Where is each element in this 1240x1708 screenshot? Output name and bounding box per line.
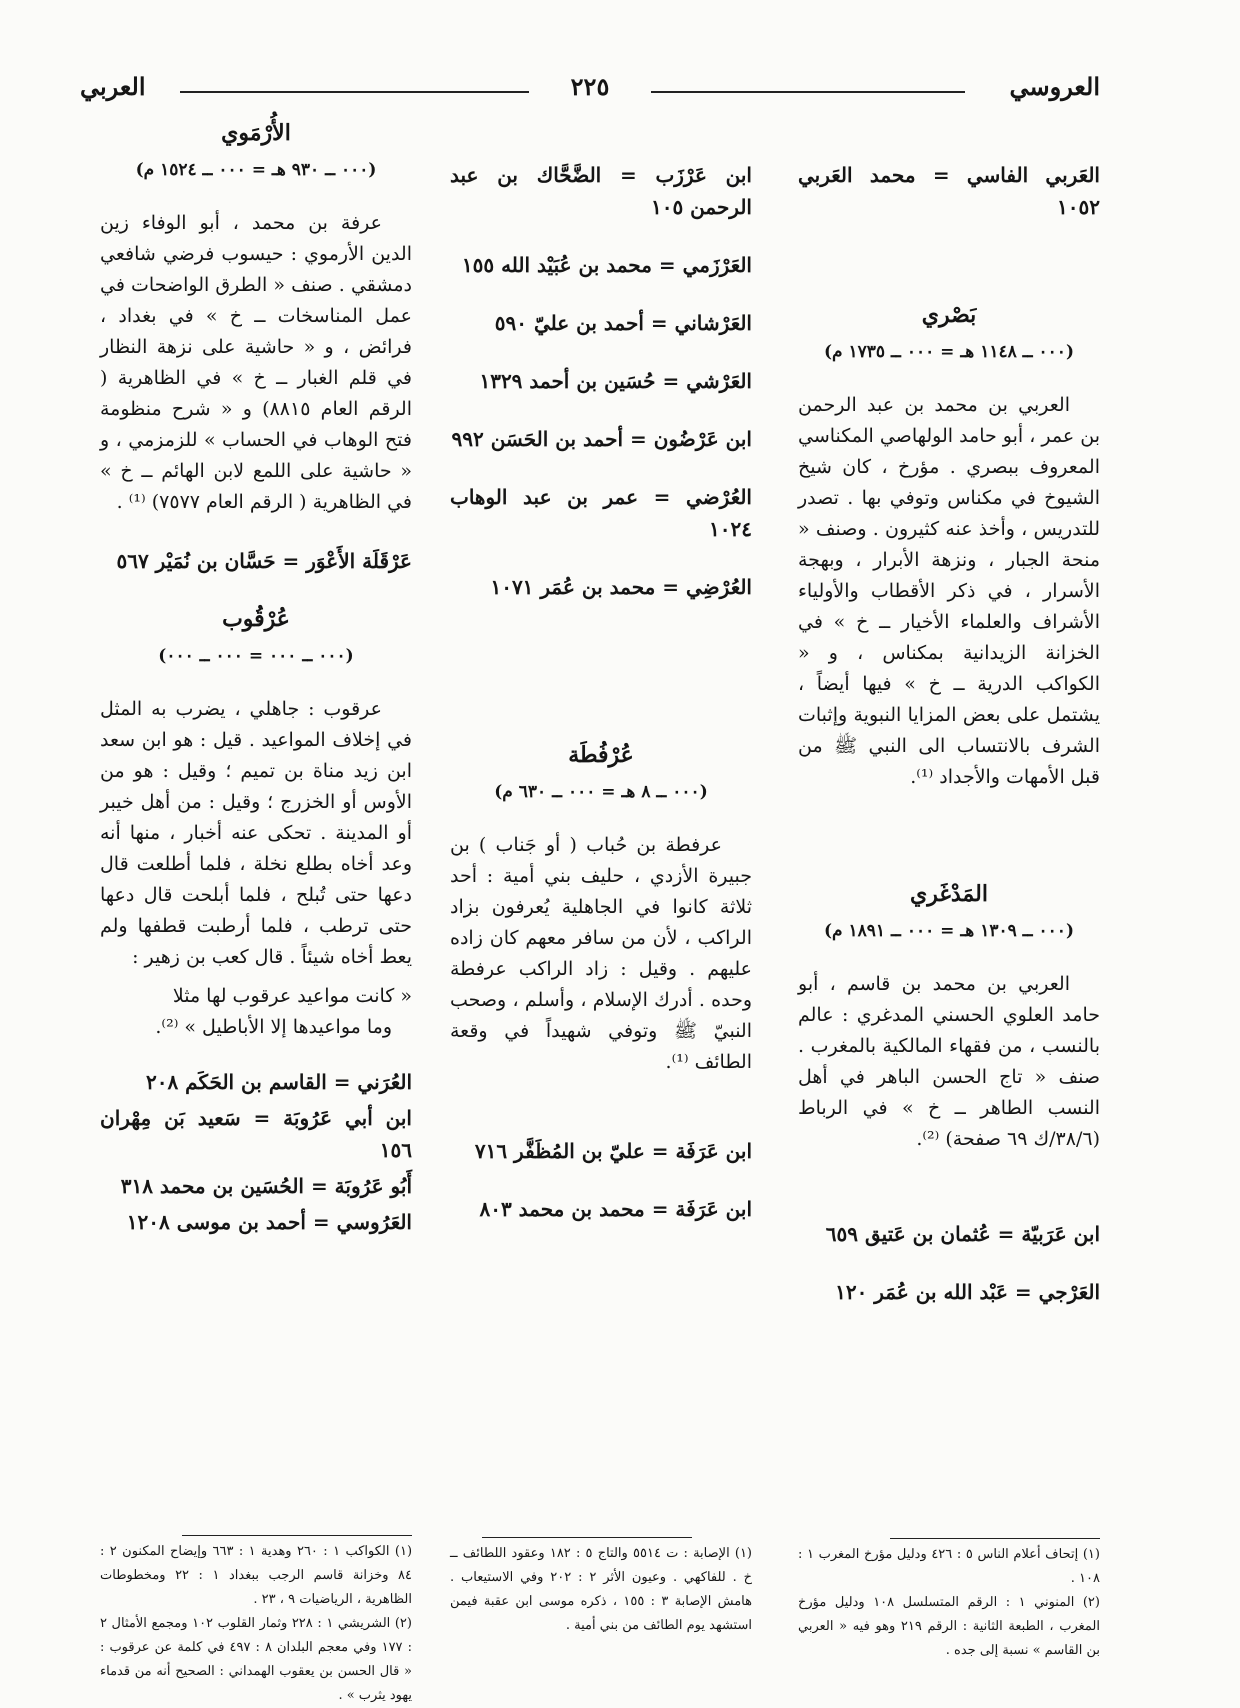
cross-reference: العُرْضي = عمر بن عبد الوهاب ١٠٢٤ [450, 485, 752, 541]
footnote: (٢) المنوني ١ : الرقم المتسلسل ١٠٨ ودليل مؤرخ المغرب ، الطبعة الثانية : الرقم ٢١٩ وهو فيه « العربي بن القاسم » نسبة إلى جده . [798, 1595, 1100, 1658]
header-rule-right [651, 91, 965, 93]
footnote: (١) إتحاف أعلام الناس ٥ : ٤٢٦ ودليل مؤرخ المغرب ١ : ١٠٨ . [798, 1547, 1100, 1586]
page-number: ٢٢٥ [563, 72, 618, 101]
cross-reference: العَرْشاني = أحمد بن عليّ ٥٩٠ [494, 311, 752, 335]
entry-body: عرقوب : جاهلي ، يضرب به المثل في إخلاف المواعيد . قيل : هو ابن سعد ابن زيد مناة بن تميم ؛ وقيل : هو من الأوس أو الخزرج ؛ وقيل : من أهل خيبر أو المدينة . تحكى عنه أخبار ، منها أنه وعد أخاه بطلع نخلة ، فلما أطلعت قال دعها حتى تُبلح ، فلما أبلحت قال دعها حتى ترطب ، فلما أرطبت قطفها ولم يعط أخاه شيئاً . قال كعب بن زهير : [100, 698, 412, 968]
cross-reference: أَبُو عَرُوبَة = الحُسَين بن محمد ٣١٨ [120, 1174, 412, 1198]
entry-title: عُرْقُوب [222, 606, 290, 632]
footnote: (١) الإصابة : ت ٥٥١٤ والتاج ٥ : ١٨٢ وعقود اللطائف ــ خ . للفاكهي . وعيون الأثر ٢ : ٢٠٢ وفي الاستيعاب . هامش الإصابة ٣ : ١٥٥ ، ذكره موسى ابن عقبة فيمن استشهد يوم الطائف من بني أمية . [450, 1546, 752, 1633]
entry-title: المَدْغَري [910, 881, 988, 907]
footnote: (١) الكواكب ١ : ٢٦٠ وهدية ١ : ٦٦٣ وإيضاح المكنون ٢ : ٨٤ وخزانة قاسم الرجب ببغداد ١ : ٢٢ ومخطوطات الظاهرية ، الرياضيات ٩ ، ٢٣ . [100, 1544, 413, 1607]
entry-dates: (٠٠٠ ــ ٩٣٠ هـ = ٠٠٠ ــ ١٥٢٤ م) [135, 160, 377, 180]
footnote: (٢) الشريشي ١ : ٢٢٨ وثمار القلوب ١٠٢ ومجمع الأمثال ٢ : ١٧٧ وفي معجم البلدان ٨ : ٤٩٧ في كلمة عن عرقوب : « قال الحسن بن يعقوب الهمداني : الصحيح أنه من قدماء يهود يثرب » . [100, 1616, 412, 1703]
cross-reference: عَرْقَلَة الأَعْوَر = حَسَّان بن نُمَيْر ٥٦٧ [116, 549, 412, 573]
entry-dates: (٠٠٠ ــ ١١٤٨ هـ = ٠٠٠ ــ ١٧٣٥ م) [824, 342, 1074, 362]
poem-verse: « كانت مواعيد عرقوب لها مثلا وما مواعيدها إلا الأباطيل » ⁽²⁾. [155, 985, 412, 1038]
header-right-word: العربي [80, 72, 146, 101]
cross-reference: العَرْجي = عَبْد الله بن عُمَر ١٢٠ [835, 1280, 1100, 1304]
cross-reference: العَرُوسي = أحمد بن موسى ١٢٠٨ [126, 1210, 412, 1234]
cross-reference: العُرَني = القاسم بن الحَكَم ٢٠٨ [145, 1070, 412, 1094]
entry-title: عُرْفُطَة [568, 742, 634, 768]
footnote-rule [182, 1535, 412, 1536]
column-left [100, 118, 412, 1243]
entry-body: العربي بن محمد بن عبد الرحمن بن عمر ، أبو حامد الولهاصي المكناسي المعروف ببصري . مؤرخ ، كان شيخ الشيوخ في مكناس وتوفي بها . تصدر للتدريس ، وأخذ عنه كثيرون . وصنف « منحة الجبار ، ونزهة الأبرار ، وبهجة الأسرار ، في ذكر الأقطاب والأولياء الأشراف والعلماء الأخيار ــ خ » في الخزانة الزيدانية بمكناس ، و « الكواكب الدرية ــ خ » فيها أيضاً ، يشتمل على بعض المزايا النبوية وإثبات الشرف بالانتساب الى النبي ﷺ من قبل الأمهات والأجداد ⁽¹⁾. [797, 394, 1100, 788]
entry-body: العربي بن محمد بن قاسم ، أبو حامد العلوي الحسني المدغري : عالم بالنسب ، من فقهاء المالكية بالمغرب . صنف « تاج الحسن الباهر في أهل النسب الطاهر ــ خ » في الرباط (٣٨/٦/ك ٦٩ صفحة) ⁽²⁾. [798, 973, 1100, 1150]
cross-reference: العَربي الفاسي = محمد العَربي ١٠٥٢ [798, 163, 1100, 219]
cross-reference: ابن أبي عَرُوبَة = سَعيد بَن مِهْران ١٥٦ [100, 1106, 412, 1162]
header-left-word: العروسي [1009, 72, 1100, 101]
running-header [80, 72, 1100, 112]
cross-reference: العَرْزَمي = محمد بن عُبَيْد الله ١٥٥ [461, 253, 752, 277]
entry-body: عرفطة بن حُباب ( أو جَناب ) بن جبيرة الأزدي ، حليف بني أمية : أحد ثلاثة كانوا في الجاهلية يُعرفون بزاد الراكب ، لأن من سافر معهم كان زاده عليهم . وقيل : زاد الراكب عرفطة وحده . أدرك الإسلام ، وأسلم ، وصحب النبيّ ﷺ وتوفي شهيداً في وقعة الطائف ⁽¹⁾. [450, 834, 752, 1073]
cross-reference: ابن عَرْزَب = الضَّحَّاك بن عبد الرحمن ١٠٥ [450, 163, 752, 219]
column-middle [450, 160, 752, 1252]
entry-title: بَصْري [921, 302, 977, 328]
header-rule-left [180, 91, 529, 93]
footnotes-right [798, 1538, 1100, 1663]
entry-dates: (٠٠٠ ــ ٨ هـ = ٠٠٠ ــ ٦٣٠ م) [494, 782, 708, 802]
footnote-rule [482, 1537, 692, 1538]
footnotes-left [100, 1535, 412, 1708]
entry-dates: (٠٠٠ ــ ٠٠٠ = ٠٠٠ ــ ٠٠٠) [158, 646, 354, 666]
column-right [798, 160, 1100, 1335]
entry-dates: (٠٠٠ ــ ١٣٠٩ هـ = ٠٠٠ ــ ١٨٩١ م) [824, 921, 1074, 941]
cross-reference: ابن عَرْضُون = أحمد بن الحَسَن ٩٩٢ [451, 427, 752, 451]
cross-reference: العُرْضِي = محمد بن عُمَر ١٠٧١ [490, 575, 752, 599]
cross-reference: العَرْشي = حُسَين بن أحمد ١٣٢٩ [479, 369, 752, 393]
cross-reference: ابن عَرَفَة = عليّ بن المُظَفَّر ٧١٦ [474, 1139, 752, 1163]
footnotes-middle [450, 1537, 752, 1638]
cross-reference: ابن عَرَفَة = محمد بن محمد ٨٠٣ [479, 1197, 752, 1221]
footnote-rule [890, 1538, 1100, 1539]
cross-reference: ابن عَرَبيّة = عُثمان بن عَتيق ٦٥٩ [825, 1222, 1100, 1246]
entry-title: الأُرْمَوي [221, 120, 291, 146]
entry-body: عرفة بن محمد ، أبو الوفاء زين الدين الأرموي : حيسوب فرضي شافعي دمشقي . صنف « الطرق الواضحات في عمل المناسخات ــ خ » في بغداد ، فرائض ، و « حاشية على نزهة النظار في قلم الغبار ــ خ » في الظاهرية ( الرقم العام ٨٨١٥) و « شرح منظومة فتح الوهاب في الحساب » للزمزمي ، و « حاشية على اللمع لابن الهائم ــ خ » في الظاهرية ( الرقم العام ٧٥٧٧) ⁽¹⁾ . [100, 212, 412, 513]
